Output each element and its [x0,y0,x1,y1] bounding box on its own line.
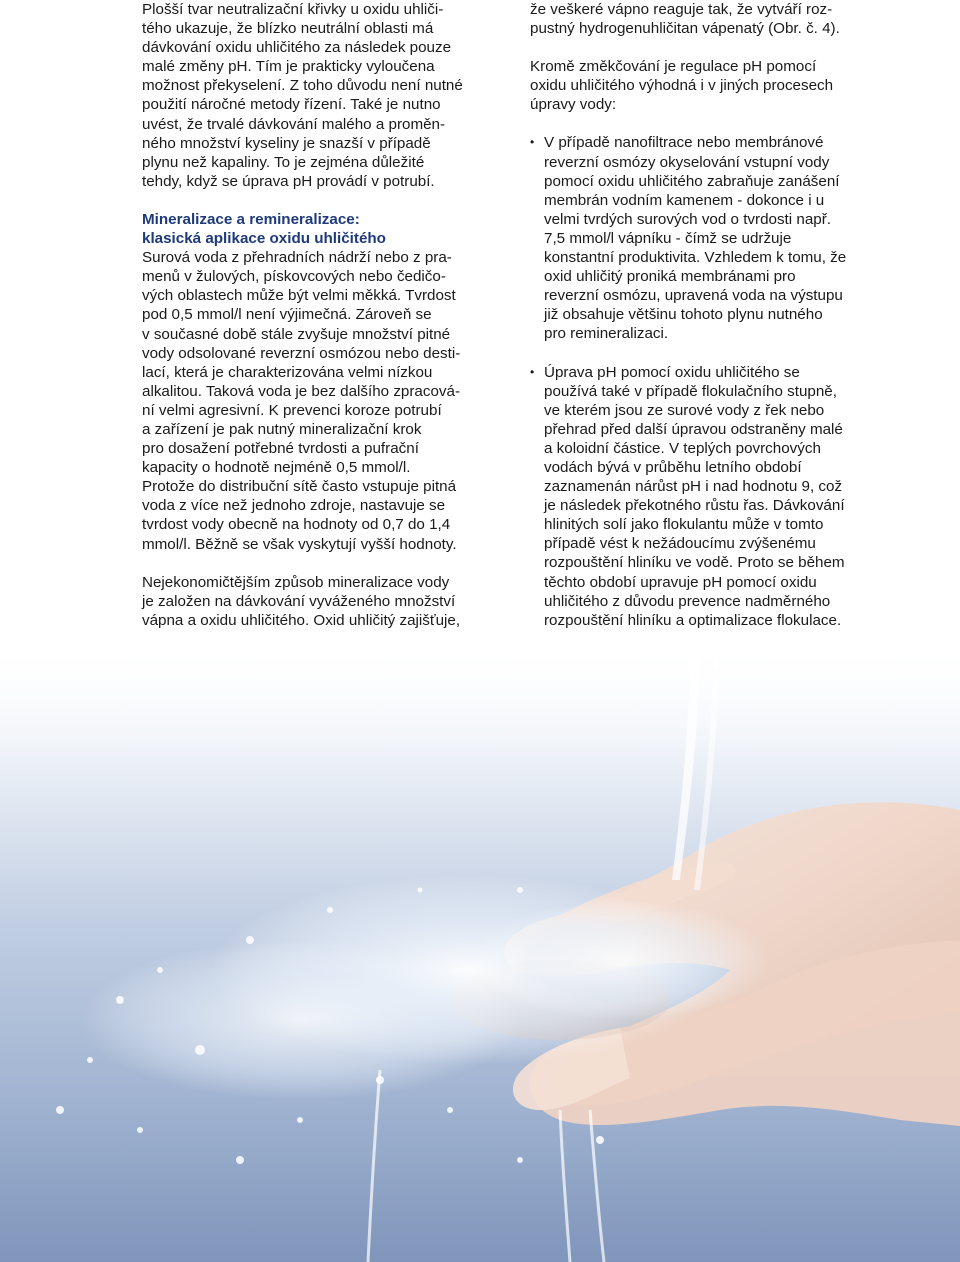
text-line: tehdy, když se úprava pH provádí v potrubí. [142,172,435,190]
text-line: membrán vodním kamenem - dokonce i u [544,191,825,209]
text-line: V případě nanofiltrace nebo membránové [544,134,824,152]
text-line: používá také v případě flokulačního stupně, [544,382,837,400]
text-line: velmi tvrdých surových vod o tvrdosti např. [544,210,831,228]
text-line: vápna a oxidu uhličitého. Oxid uhličitý zajišťuje, [142,611,461,629]
text-line: pustný hydrogenuhličitan vápenatý (Obr. č. 4). [530,20,840,38]
text-line: Surová voda z přehradních nádrží nebo z pra- [142,249,452,267]
text-line: reverzní osmózy okyselování vstupní vody [544,153,830,171]
text-line: přehrad před další úpravou odstraněny malé [544,420,843,438]
text-line: dávkování oxidu uhličitého za následek pouze [142,39,452,57]
text-line: Protože do distribuční sítě často vstupuje pitná [142,478,457,496]
text-line: tvrdost vody obecně na hodnoty od 0,7 do 1,4 [142,516,451,534]
text-line: v současné době stále zvyšuje množství pitné [142,325,451,343]
text-line: plynu než kapaliny. To je zejména důležité [142,153,425,171]
heading-line: Mineralizace a remineralizace: [142,210,360,228]
right-column [530,0,875,630]
text-line: možnost překyselení. Z toho důvodu není nutné [142,77,463,95]
text-line: mmol/l. Běžně se však vyskytují vyšší hodnoty. [142,535,457,553]
text-line: hlinitých solí jako flokulantu může v tomto [544,516,824,534]
text-line: ní velmi agresivní. K prevenci koroze potrubí [142,401,442,419]
list-item [530,133,875,343]
text-line: ného množství kyseliny je snazší v případě [142,134,431,152]
text-line: uhličitého z důvodu prevence nadměrného [544,592,831,610]
text-line: těchto období upravuje pH pomocí oxidu [544,573,817,591]
text-line: že veškeré vápno reaguje tak, že vytváří roz- [530,1,833,18]
bullet-icon: • [530,364,535,379]
bullet-list [530,133,875,629]
text-line: úpravy vody: [530,96,617,114]
text-line: zaznamenán nárůst pH i nad hodnotu 9, což [544,478,843,496]
text-line: Úprava pH pomocí oxidu uhličitého se [544,363,800,381]
text-line: oxidu uhličitého výhodná i v jiných procesech [530,77,834,95]
text-line: vých oblastech může být velmi měkká. Tvrdost [142,287,456,305]
text-line: pomocí oxidu uhličitého zabraňuje zanášení [544,172,840,190]
text-line: je následek překotného růstu řas. Dávkování [544,497,845,515]
continuation-paragraph [530,0,875,38]
text-line: je založen na dávkování vyváženého množství [142,592,456,610]
intro-paragraph [142,0,487,191]
text-line: a koloidní částice. V teplých povrchových [544,439,821,457]
text-line: reverzní osmózu, upravená voda na výstupu [544,287,843,305]
text-line: pod 0,5 mmol/l není výjimečná. Zároveň se [142,306,432,324]
closing-paragraph [142,573,487,630]
body-paragraph [142,248,487,554]
left-column [142,0,487,630]
text-line: kapacity o hodnotě nejméně 0,5 mmol/l. [142,459,411,477]
text-line: Plošší tvar neutralizační křivky u oxidu uhliči- [142,1,444,18]
text-line: rozpouštění hliníku ve vodě. Proto se během [544,554,845,572]
text-line: pro dosažení potřebné tvrdosti a pufrační [142,440,419,458]
text-line: konstantní produktivita. Vzhledem k tomu, že [544,249,847,267]
intro-paragraph [530,57,875,114]
heading-line: klasická aplikace oxidu uhličitého [142,230,386,248]
text-line: malé změny pH. Tím je prakticky vyloučena [142,58,435,76]
water-hands-illustration [0,640,960,1262]
text-line: Kromě změkčování je regulace pH pomocí [530,58,817,76]
text-line: vody odsolované reverzní osmózou nebo desti- [142,344,461,362]
text-line: případě vést k nežádoucímu zvýšenému [544,535,816,553]
text-line: a zařízení je pak nutný mineralizační krok [142,420,422,438]
text-line: 7,5 mmol/l vápníku - čímž se udržuje [544,229,792,247]
text-line: ve kterém jsou ze surové vody z řek nebo [544,401,825,419]
list-spacer [530,344,875,363]
water-hands-photo [0,640,960,1262]
text-line: voda z více než jednoho zdroje, nastavuje se [142,497,446,515]
text-line: Nejekonomičtějším způsob mineralizace vody [142,573,450,591]
section-heading [142,210,487,248]
text-line: rozpouštění hliníku a optimalizace flokulace. [544,611,842,629]
text-line: alkalitou. Taková voda je bez dalšího zpracová- [142,382,461,400]
text-line: oxid uhličitý proniká membránami pro [544,268,796,286]
text-line: vodách bývá v průběhu letního období [544,458,802,476]
text-line: menů v žulových, pískovcových nebo čedičo- [142,268,446,286]
text-line: již obsahuje většinu tohoto plynu nutného [544,306,823,324]
list-item [530,363,875,630]
text-line: uvést, že trvalé dávkování malého a proměn- [142,115,446,133]
text-line: tého ukazuje, že blízko neutrální oblasti má [142,20,434,38]
text-line: použití náročné metody řízení. Také je nutno [142,96,441,114]
text-line: lací, která je charakterizována velmi nízkou [142,363,433,381]
bullet-icon: • [530,135,535,150]
text-line: pro remineralizaci. [544,325,669,343]
